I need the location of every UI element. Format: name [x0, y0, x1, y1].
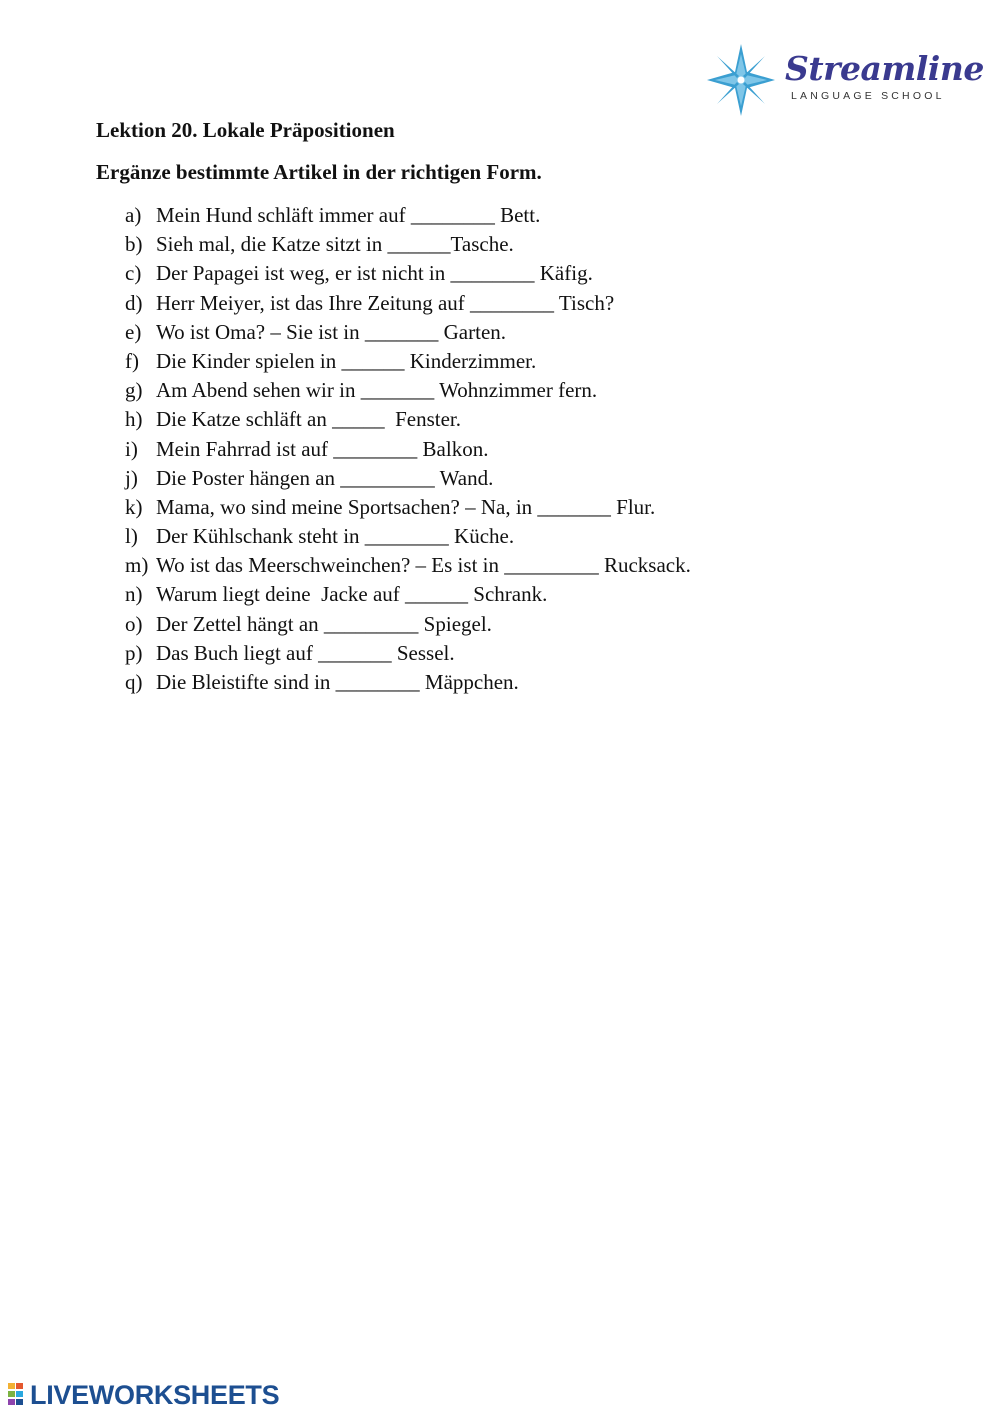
item-marker: p) [125, 640, 143, 665]
footer-brand-text: LIVEWORKSHEETS [30, 1380, 280, 1410]
item-text: Der Papagei ist weg, er ist nicht in ________ Käfig. [156, 261, 593, 286]
item-marker: d) [125, 290, 143, 315]
item-text: Die Poster hängen an _________ Wand. [156, 465, 494, 490]
item-text: Wo ist das Meerschweinchen? – Es ist in _________ Rucksack. [156, 553, 691, 578]
item-text: Mama, wo sind meine Sportsachen? – Na, in _______ Flur. [156, 494, 656, 519]
exercise-item [125, 551, 691, 580]
item-text: Mein Fahrrad ist auf ________ Balkon. [156, 436, 489, 461]
exercise-item [125, 668, 691, 697]
item-marker: q) [125, 670, 143, 694]
item-text: Herr Meiyer, ist das Ihre Zeitung auf ________ Tisch? [156, 290, 615, 315]
liveworksheets-grid-icon [8, 1383, 24, 1405]
compass-star-icon [703, 42, 779, 118]
exercise-item [125, 522, 691, 551]
exercise-item [125, 639, 691, 668]
item-text: Die Kinder spielen in ______ Kinderzimmer. [156, 348, 537, 373]
exercise-item [125, 259, 691, 288]
item-marker: g) [125, 378, 143, 403]
exercise-item [125, 289, 691, 318]
item-marker: e) [125, 319, 142, 344]
item-text: Mein Hund schläft immer auf ________ Bett. [156, 203, 541, 227]
exercise-item [125, 376, 691, 405]
item-text: Warum liegt deine Jacke auf ______ Schrank. [156, 582, 548, 607]
streamline-logo [703, 42, 984, 118]
exercise-item [125, 435, 691, 464]
item-text: Am Abend sehen wir in _______ Wohnzimmer fern. [156, 378, 598, 403]
item-marker: f) [125, 348, 139, 373]
item-marker: k) [125, 494, 143, 519]
exercise-item [125, 405, 691, 434]
instruction: Ergänze bestimmte Artikel in der richtigen Form. [96, 160, 542, 184]
item-marker: o) [125, 611, 143, 636]
item-marker: c) [125, 261, 142, 286]
item-text: Der Kühlschank steht in ________ Küche. [156, 524, 515, 549]
item-text: Der Zettel hängt an _________ Spiegel. [156, 611, 492, 636]
logo-name: Streamline [785, 49, 984, 88]
exercise-item [125, 493, 691, 522]
item-marker: n) [125, 582, 143, 607]
item-marker: j) [125, 465, 138, 490]
item-text: Wo ist Oma? – Sie ist in _______ Garten. [156, 319, 507, 344]
exercise-item [125, 580, 691, 609]
exercise-item [125, 610, 691, 639]
exercise-list [125, 201, 691, 697]
exercise-item [125, 347, 691, 376]
item-text: Sieh mal, die Katze sitzt in ______Tasche. [156, 232, 514, 257]
item-marker: a) [125, 203, 142, 227]
page-title: Lektion 20. Lokale Präpositionen [96, 118, 395, 142]
item-marker: m) [125, 553, 149, 578]
item-text: Die Bleistifte sind in ________ Mäppchen. [156, 670, 519, 694]
exercise-item [125, 318, 691, 347]
item-text: Die Katze schläft an _____ Fenster. [156, 407, 461, 432]
logo-tagline: LANGUAGE SCHOOL [791, 90, 945, 102]
item-marker: h) [125, 407, 143, 432]
exercise-item [125, 464, 691, 493]
exercise-item [125, 201, 691, 230]
item-marker: i) [125, 436, 138, 461]
item-marker: b) [125, 232, 143, 257]
item-text: Das Buch liegt auf _______ Sessel. [156, 640, 455, 665]
exercise-item [125, 230, 691, 259]
item-marker: l) [125, 524, 138, 549]
